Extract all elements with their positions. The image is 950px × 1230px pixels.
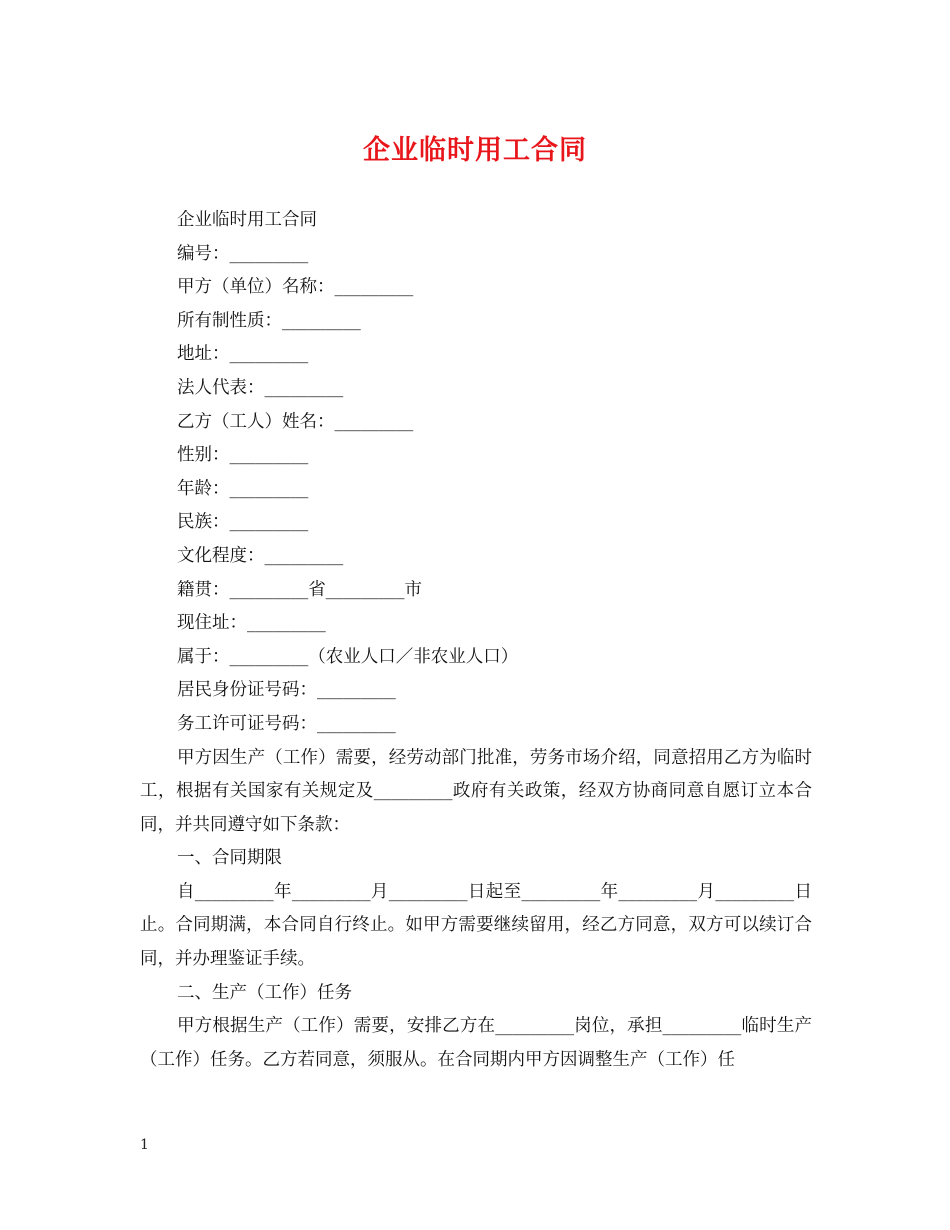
field-line: 属于：_________（农业人口／非农业人口） xyxy=(177,646,519,667)
field-line: 编号：_________ xyxy=(177,243,309,264)
field-line: 乙方（工人）姓名：_________ xyxy=(177,411,414,432)
field-line: 性别：_________ xyxy=(177,445,309,466)
field-line: 年龄：_________ xyxy=(177,478,309,499)
document-title: 企业临时用工合同 xyxy=(363,135,587,166)
field-line: 民族：_________ xyxy=(177,512,309,533)
field-line: 企业临时用工合同 xyxy=(177,210,317,230)
section-1-heading: 一、合同期限 xyxy=(177,848,282,869)
section-1-paragraph: 自_________年_________月_________日起至_________年_________月_________日止。合同期满，本合同自行终止。如甲方需要继续留用，经乙方同意，双方可以续订合同，并办理鉴证手续。 xyxy=(140,881,812,970)
field-line: 文化程度：_________ xyxy=(177,545,344,566)
intro-paragraph: 甲方因生产（工作）需要，经劳动部门批准，劳务市场介绍，同意招用乙方为临时工，根据有关国家有关规定及_________政府有关政策，经双方协商同意自愿订立本合同，并共同遵守如下条款： xyxy=(140,747,812,835)
field-line: 地址：_________ xyxy=(177,344,309,365)
document-body xyxy=(140,204,812,1077)
field-line: 甲方（单位）名称：_________ xyxy=(177,277,414,298)
section-2-paragraph: 甲方根据生产（工作）需要，安排乙方在_________岗位，承担_________临时生产（工作）任务。乙方若同意，须服从。在合同期内甲方因调整生产（工作）任 xyxy=(140,1016,812,1070)
field-line: 法人代表：_________ xyxy=(177,377,344,398)
field-line: 居民身份证号码：_________ xyxy=(177,680,396,701)
field-line: 籍贯：_________省_________市 xyxy=(177,579,422,600)
field-line: 务工许可证号码：_________ xyxy=(177,713,396,734)
field-line: 所有制性质：_________ xyxy=(177,310,361,331)
field-line: 现住址：_________ xyxy=(177,613,326,634)
page-number: 1 xyxy=(140,1137,149,1153)
section-2-heading: 二、生产（工作）任务 xyxy=(177,982,352,1003)
